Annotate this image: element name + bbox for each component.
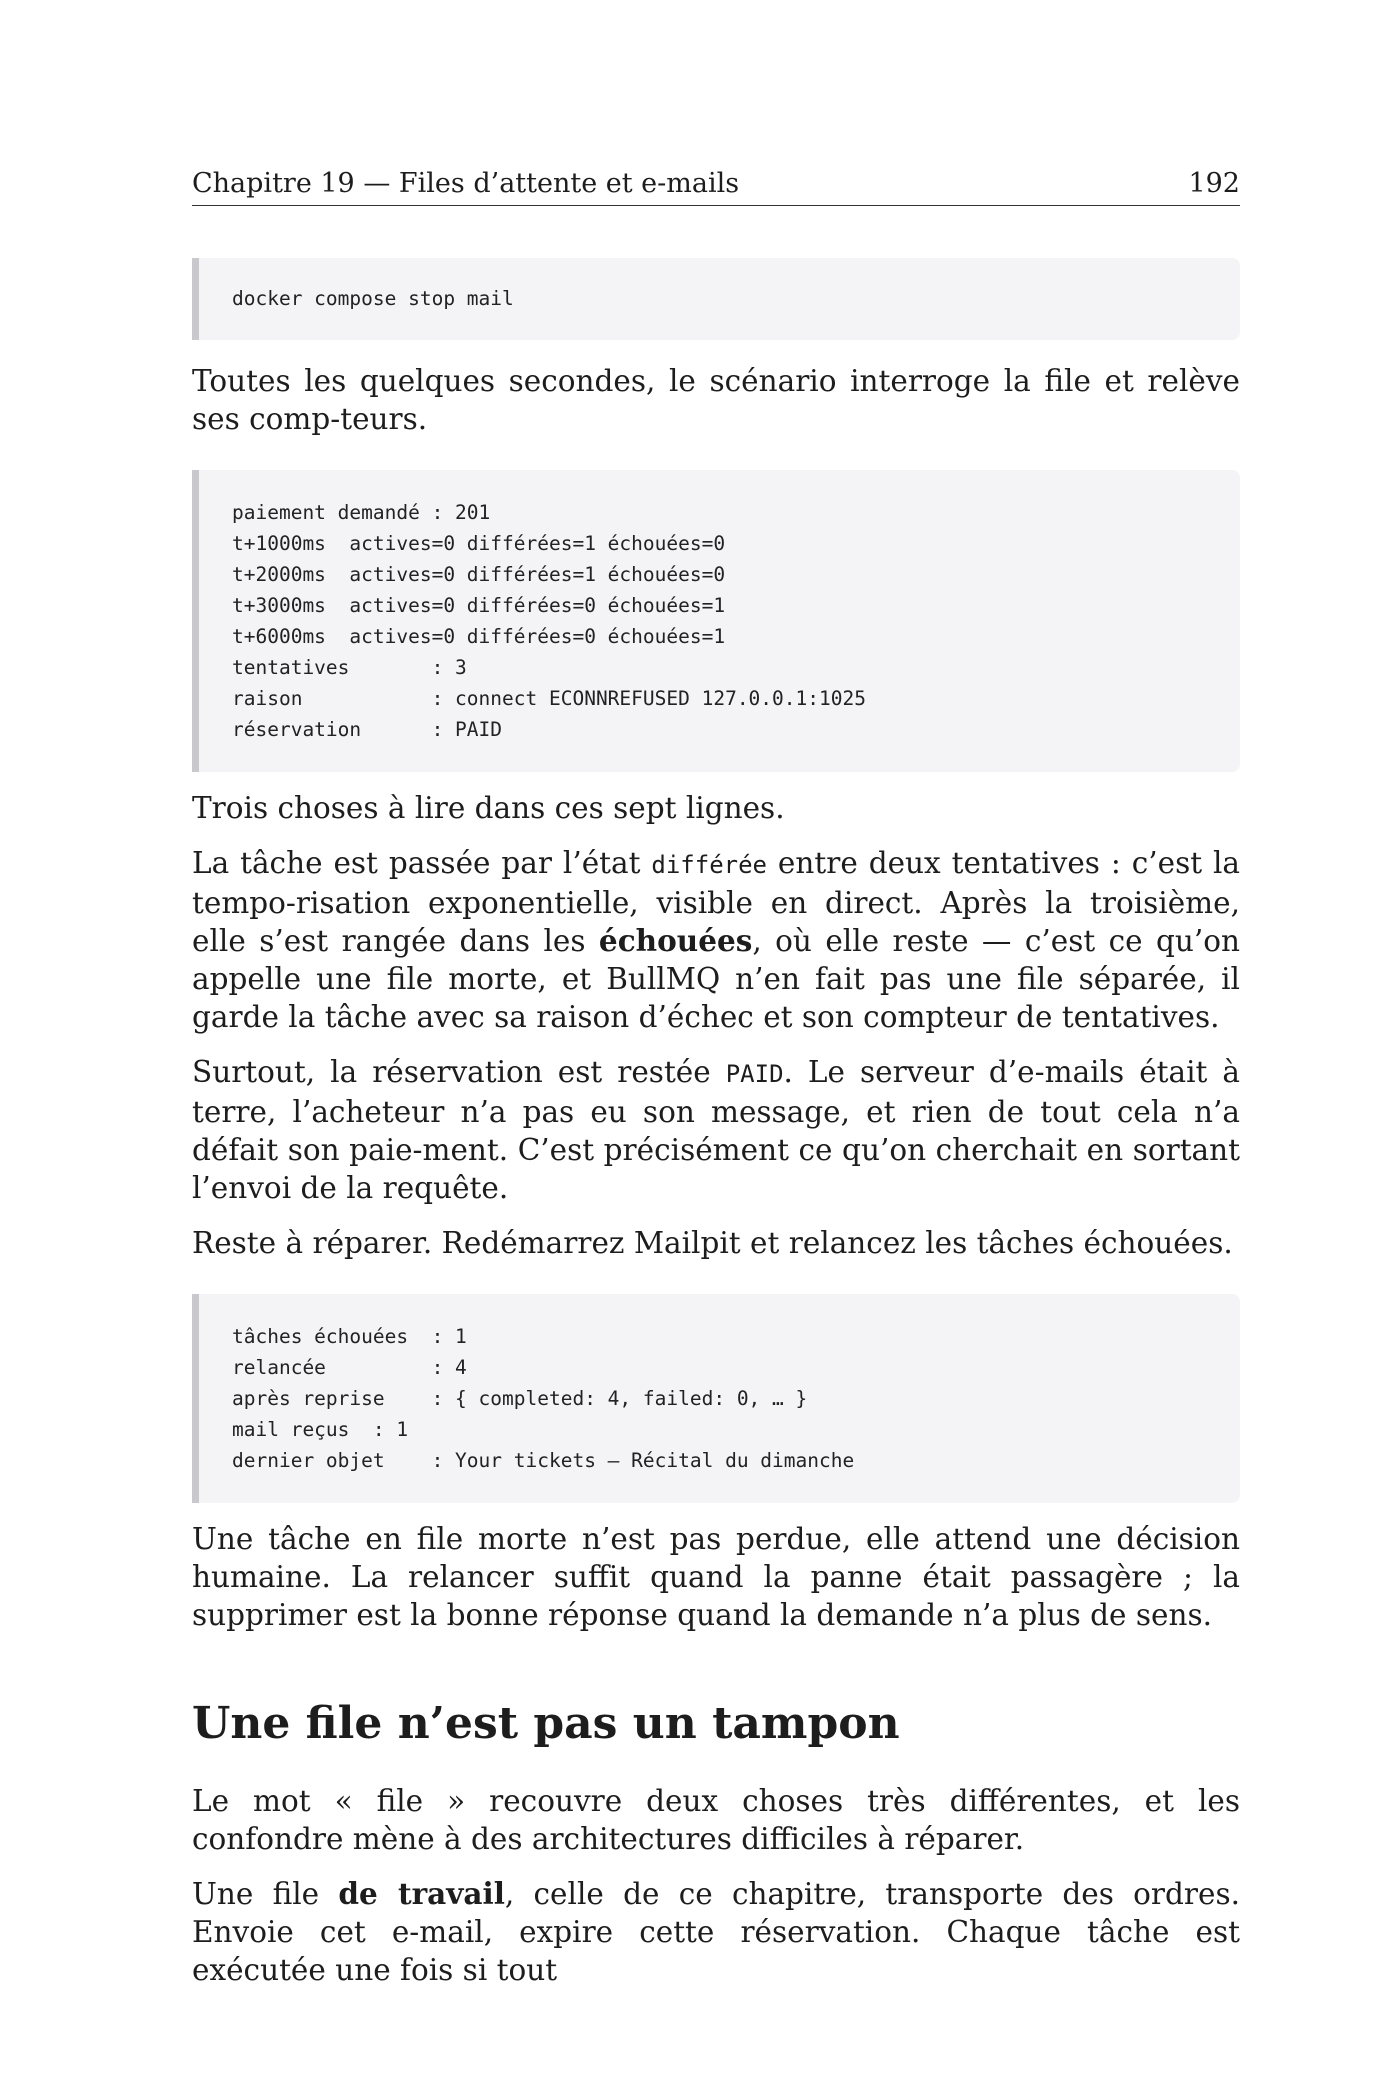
page-content xyxy=(192,258,1240,1989)
code-line: après reprise : { completed: 4, failed: 0, … } xyxy=(232,1387,808,1410)
code-line: t+1000ms actives=0 différées=1 échouées=0 xyxy=(232,532,726,555)
code-line: paiement demandé : 201 xyxy=(232,501,491,524)
code-line: t+3000ms actives=0 différées=0 échouées=1 xyxy=(232,594,726,617)
paragraph-text: , où elle reste — c’est ce qu’on appelle une file morte, et BullMQ n’en fait pas une file séparée, il garde la tâche avec sa raison d’échec et son compteur de tentatives. xyxy=(192,924,1240,1034)
code-block-docker-command xyxy=(192,258,1240,340)
code-line: relancée : 4 xyxy=(232,1356,467,1379)
chapter-title: Chapitre 19 — Files d’attente et e-mails xyxy=(192,168,740,199)
paragraph-dead-letter xyxy=(192,844,1240,1036)
paragraph-dead-letter-decision xyxy=(192,1520,1240,1634)
paragraph-repair xyxy=(192,1224,1240,1262)
paragraph-text: Une file xyxy=(192,1877,339,1911)
code-line: tentatives : 3 xyxy=(232,656,467,679)
paragraph-reservation-paid xyxy=(192,1053,1240,1207)
code-line: mail reçus : 1 xyxy=(232,1418,409,1441)
paragraph-scenario xyxy=(192,362,1240,438)
section-heading: Une file n’est pas un tampon xyxy=(192,1698,900,1749)
paragraph-three-things xyxy=(192,789,1240,827)
bold-term-de-travail: de travail xyxy=(338,1876,505,1911)
paragraph-text: Surtout, la réservation est restée xyxy=(192,1055,726,1089)
paragraph-text: entre deux tentatives : c’est la tempo-risation exponentielle, visible en direct. Après la troisième, elle s’est rangée dans les xyxy=(192,846,1241,958)
code-line: réservation : PAID xyxy=(232,718,503,741)
code-line: tâches échouées : 1 xyxy=(232,1325,467,1348)
paragraph-text: , celle de ce chapitre, transporte des ordres. Envoie cet e-mail, expire cette réservation. Chaque tâche est exécutée une fois si tout xyxy=(192,1877,1240,1987)
paragraph-text: Reste à réparer. Redémarrez Mailpit et relancez les tâches échouées. xyxy=(192,1226,1233,1260)
paragraph-work-queue xyxy=(192,1875,1240,1989)
code-line: docker compose stop mail xyxy=(232,287,514,310)
code-line: raison : connect ECONNREFUSED 127.0.0.1:1025 xyxy=(232,687,866,710)
running-header xyxy=(192,160,1240,206)
paragraph-text: La tâche est passée par l’état xyxy=(192,846,652,880)
bold-term-echouees: échouées xyxy=(598,923,753,958)
code-block-retry-result xyxy=(192,1294,1240,1503)
paragraph-text: Une tâche en file morte n’est pas perdue, elle attend une décision humaine. La relancer suffit quand la panne était passagère ; la supprimer est la bonne réponse quand la demande n’a plus de sens. xyxy=(192,1522,1240,1632)
code-line: dernier objet : Your tickets — Récital du dimanche xyxy=(232,1449,855,1472)
paragraph-word-file xyxy=(192,1782,1240,1858)
page-number: 192 xyxy=(1188,168,1240,199)
code-line: t+6000ms actives=0 différées=0 échouées=1 xyxy=(232,625,726,648)
code-line: t+2000ms actives=0 différées=1 échouées=0 xyxy=(232,563,726,586)
inline-code-paid: PAID xyxy=(725,1060,784,1088)
paragraph-text: Trois choses à lire dans ces sept lignes. xyxy=(192,791,785,825)
paragraph-text: Le mot « file » recouvre deux choses très différentes, et les confondre mène à des architectures difficiles à réparer. xyxy=(192,1784,1240,1856)
inline-code-differee: différée xyxy=(651,851,767,879)
code-block-queue-counters xyxy=(192,470,1240,772)
paragraph-text: . Le serveur d’e-mails était à terre, l’acheteur n’a pas eu son message, et rien de tout cela n’a défait son paie-ment. C’est précisément ce qu’on cherchait en sortant l’envoi de la requête. xyxy=(192,1055,1240,1205)
paragraph-text: Toutes les quelques secondes, le scénario interroge la file et relève ses comp-teurs. xyxy=(192,364,1240,436)
